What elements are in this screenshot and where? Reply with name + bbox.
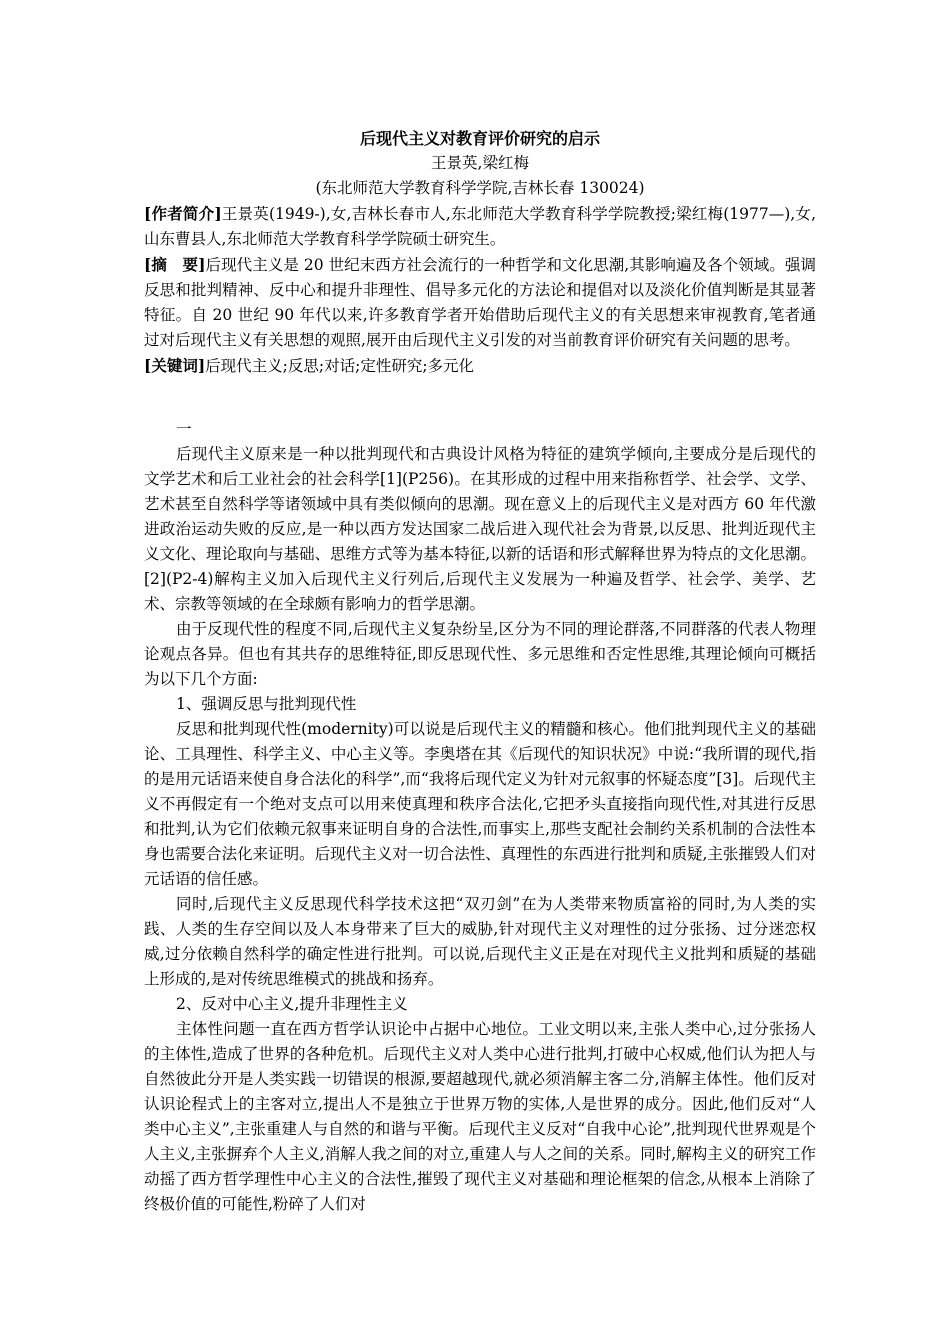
section-heading: 1、强调反思与批判现代性 (176, 695, 357, 713)
paper-authors: 王景英,梁红梅 (431, 154, 529, 172)
spacer (144, 379, 816, 417)
abstract-text: 后现代主义是 20 世纪末西方社会流行的一种哲学和文化思潮,其影响遍及各个领域。强调反思和批判精神、反中心和提升非理性、倡导多元化的方法论和提倡对以及淡化价值判断是其显著特征。自 20 世纪 90 年代以来,许多教育学者开始借助后现代主义的有关思想来审视教育,笔者通过对后现代主义有关思想的观照,展开由后现代主义引发的对当前教育评价研究有关问题的思考。 (144, 256, 817, 349)
author-intro-label: [作者简介] (144, 204, 222, 223)
paragraph: 由于反现代性的程度不同,后现代主义复杂纷呈,区分为不同的理论群落,不同群落的代表人物理论观点各异。但也有其共存的思维特征,即反思现代性、多元思维和否定性思维,其理论倾向可概括为以下几个方面: (144, 620, 816, 688)
paragraph: 主体性问题一直在西方哲学认识论中占据中心地位。工业文明以来,主张人类中心,过分张扬人的主体性,造成了世界的各种危机。后现代主义对人类中心进行批判,打破中心权威,他们认为把人与自然彼此分开是人类实践一切错误的根源,要超越现代,就必须消解主客二分,消解主体性。他们反对认识论程式上的主客对立,提出人不是独立于世界万物的实体,人是世界的成分。因此,他们反对“人类中心主义”,主张重建人与自然的和谐与平衡。后现代主义反对“自我中心论”,批判现代世界观是个人主义,主张摒弃个人主义,消解人我之间的对立,重建人与人之间的关系。同时,解构主义的研究工作动摇了西方哲学理性中心主义的合法性,摧毁了现代主义对基础和理论框架的信念,从根本上消除了终极价值的可能性,粉碎了人们对 (144, 1020, 816, 1213)
paragraph: 后现代主义原来是一种以批判现代和古典设计风格为特征的建筑学倾向,主要成分是后现代的文学艺术和后工业社会的社会科学[1](P256)。在其形成的过程中用来指称哲学、社会学、文学、艺术甚至自然科学等诸领域中具有类似倾向的思潮。现在意义上的后现代主义是对西方 60 年代激进政治运动失败的反应,是一种以西方发达国家二战后进入现代社会为背景,以反思、批判近现代主义文化、理论取向与基础、思维方式等为基本特征,以新的话语和形式解释世界为特点的文化思潮。[2](P2-4)解构主义加入后现代主义行列后,后现代主义发展为一种遍及哲学、社会学、美学、艺术、宗教等领域的在全球颇有影响力的哲学思潮。 (144, 445, 816, 613)
paper-body (144, 417, 816, 1217)
section-heading: 2、反对中心主义,提升非理性主义 (176, 995, 408, 1013)
author-intro (144, 201, 816, 252)
document-page (144, 126, 816, 1217)
paper-title: 后现代主义对教育评价研究的启示 (359, 129, 600, 148)
abstract (144, 252, 816, 353)
keywords (144, 353, 816, 379)
keywords-label: [关键词] (144, 356, 206, 375)
paragraph: 反思和批判现代性(modernity)可以说是后现代主义的精髓和核心。他们批判现代主义的基础论、工具理性、科学主义、中心主义等。李奥塔在其《后现代的知识状况》中说:“我所谓的现代,指的是用元话语来使自身合法化的科学”,而“我将后现代定义为针对元叙事的怀疑态度”[3]。后现代主义不再假定有一个绝对支点可以用来使真理和秩序合法化,它把矛头直接指向现代性,对其进行反思和批判,认为它们依赖元叙事来证明自身的合法性,而事实上,那些支配社会制约关系机制的合法性本身也需要合法化来证明。后现代主义对一切合法性、真理性的东西进行批判和质疑,主张摧毁人们对元话语的信任感。 (144, 720, 816, 888)
paper-meta (144, 201, 816, 379)
author-intro-text: 王景英(1949-),女,吉林长春市人,东北师范大学教育科学学院教授;梁红梅(1977—),女,山东曹县人,东北师范大学教育科学学院硕士研究生。 (144, 205, 816, 248)
keywords-text: 后现代主义;反思;对话;定性研究;多元化 (205, 357, 475, 375)
abstract-label: [摘 要] (144, 255, 206, 274)
paragraph: 同时,后现代主义反思现代科学技术这把“双刃剑”在为人类带来物质富裕的同时,为人类的实践、人类的生存空间以及人本身带来了巨大的威胁,针对现代主义对理性的过分张扬、过分迷恋权威,过分依赖自然科学的确定性进行批判。可以说,后现代主义正是在对现代主义批判和质疑的基础上形成的,是对传统思维模式的挑战和扬弃。 (144, 895, 816, 988)
section-number: 一 (176, 420, 192, 438)
paper-affiliation: (东北师范大学教育科学学院,吉林长春 130024) (315, 179, 645, 197)
